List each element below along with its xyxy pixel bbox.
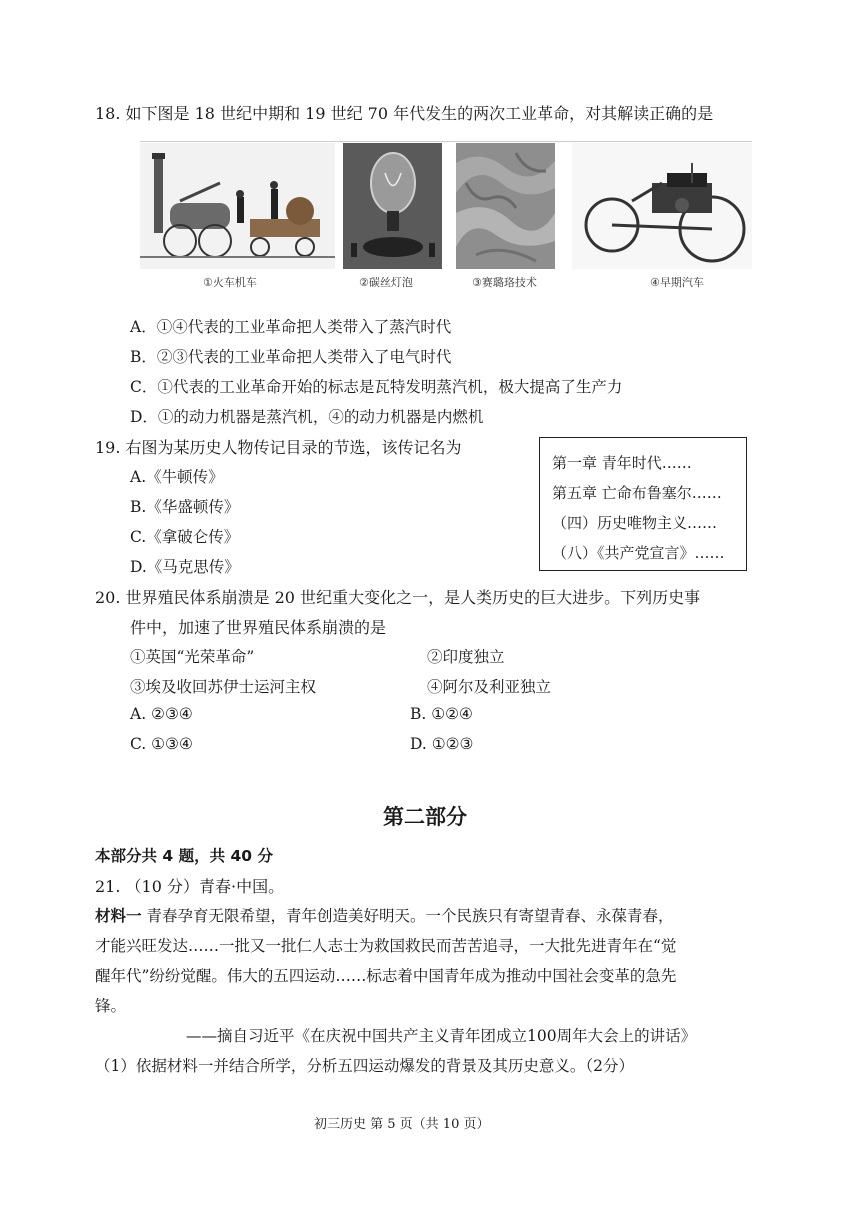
early-car-image: [572, 143, 752, 269]
q19-option-a: A.《牛顿传》: [130, 468, 224, 486]
locomotive-image: [140, 143, 335, 269]
q20-item-4: ④阿尔及利亚独立: [427, 678, 552, 696]
q19-option-d: D.《马克思传》: [130, 558, 240, 576]
q18-option-a: A．①④代表的工业革命把人类带入了蒸汽时代: [130, 318, 452, 336]
q18-option-b: B．②③代表的工业革命把人类带入了电气时代: [130, 348, 452, 366]
part2-intro: 本部分共 4 题，共 40 分: [95, 847, 273, 865]
q20-option-d: D. ①②③: [410, 735, 474, 753]
q20-stem-line1: 20. 世界殖民体系崩溃是 20 世纪重大变化之一，是人类历史的巨大进步。下列历史事: [95, 588, 701, 607]
q20-item-2: ②印度独立: [427, 648, 505, 666]
part2-title: 第二部分: [383, 805, 467, 829]
toc-line-2: 第五章 亡命布鲁塞尔……: [552, 484, 722, 502]
q20-item-1: ①英国“光荣革命”: [130, 648, 255, 666]
q21-material-line-4: 锋。: [95, 997, 127, 1015]
q20-option-b: B. ①②④: [410, 705, 473, 723]
material-label: 材料一: [95, 907, 142, 925]
toc-line-4: （八）《共产党宣言》……: [552, 544, 725, 562]
q21-material-line-2: 才能兴旺发达……一批又一批仁人志士为救国救民而苦苦追寻，一大批先进青年在“觉: [95, 937, 677, 955]
q20-item-3: ③埃及收回苏伊士运河主权: [130, 678, 317, 696]
celluloid-image: [456, 143, 555, 269]
carbon-bulb-image: [343, 143, 442, 269]
q21-stem: 21. （10 分）青春·中国。: [95, 877, 285, 896]
toc-line-1: 第一章 青年时代……: [552, 454, 692, 472]
caption-1: ①火车机车: [203, 276, 257, 289]
q18-option-c: C．①代表的工业革命开始的标志是瓦特发明蒸汽机，极大提高了生产力: [130, 378, 623, 396]
caption-3: ③赛璐珞技术: [472, 276, 537, 289]
q21-material-line-1: 材料一 青春孕育无限希望，青年创造美好明天。一个民族只有寄望青春、永葆青春，: [95, 907, 674, 925]
q21-source: ——摘自习近平《在庆祝中国共产主义青年团成立100周年大会上的讲话》: [186, 1027, 697, 1045]
q21-sub1: （1）依据材料一并结合所学，分析五四运动爆发的背景及其历史意义。（2分）: [95, 1057, 634, 1075]
caption-2: ②碳丝灯泡: [359, 276, 413, 289]
biography-toc-box: [539, 437, 747, 571]
q20-option-c: C. ①③④: [130, 735, 193, 753]
caption-4: ④早期汽车: [650, 276, 704, 289]
q18-option-d: D．①的动力机器是蒸汽机，④的动力机器是内燃机: [130, 408, 484, 426]
page-footer: 初三历史 第 5 页（共 10 页）: [314, 1117, 490, 1132]
q19-option-c: C.《拿破仑传》: [130, 528, 240, 546]
q21-material-line-3: 醒年代”纷纷觉醒。伟大的五四运动……标志着中国青年成为推动中国社会变革的急先: [95, 967, 677, 985]
q20-stem-line2: 件中，加速了世界殖民体系崩溃的是: [130, 618, 387, 637]
q20-option-a: A. ②③④: [130, 705, 193, 723]
toc-line-3: （四）历史唯物主义……: [552, 514, 718, 532]
q18-figure: [140, 141, 752, 291]
q18-stem: 18. 如下图是 18 世纪中期和 19 世纪 70 年代发生的两次工业革命，对其解读正确的是: [95, 104, 714, 123]
q19-option-b: B.《华盛顿传》: [130, 498, 240, 516]
q19-stem: 19. 右图为某历史人物传记目录的节选，该传记名为: [95, 438, 462, 457]
